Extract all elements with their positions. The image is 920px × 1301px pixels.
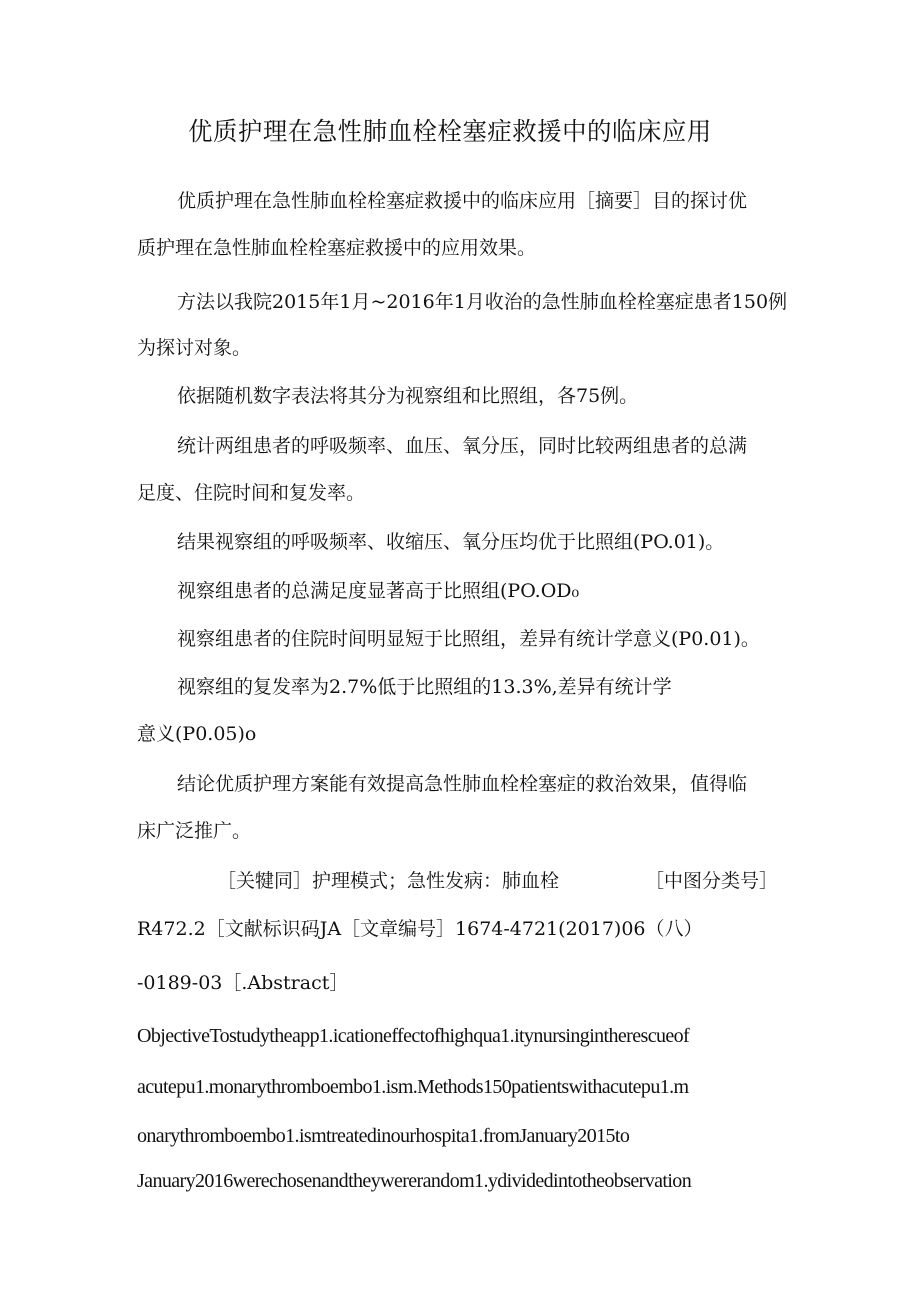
abstract-en-line1: ObjectiveTostudytheapp1.icationeffectofhighqua1.itynursingintherescueof [137,1025,690,1047]
abstract-p5: 结果视察组的呼吸频率、收缩压、氧分压均优于比照组(PO.01)。 [177,531,725,553]
abstract-en-line2: acutepu1.monarythromboembo1.ism.Methods150patientswithacutepu1.m [137,1076,689,1098]
abstract-p3: 依据随机数字表法将其分为视察组和比照组，各75例。 [177,385,639,407]
abstract-p8-line1: 视察组的复发率为2.7%低于比照组的13.3%,差异有统计学 [177,676,672,698]
clc-label: ［中图分类号］ [645,870,779,892]
abstract-p1-line1: 优质护理在急性肺血栓栓塞症救援中的临床应用［摘要］目的探讨优 [177,190,748,212]
abstract-en-heading: -0189-03［.Abstract］ [137,972,349,994]
document-title: 优质护理在急性肺血栓栓塞症救援中的临床应用 [188,117,712,146]
abstract-p2-line1: 方法以我院2015年1月~2016年1月收治的急性肺血栓栓塞症患者150例 [177,291,788,313]
abstract-p9-line1: 结论优质护理方案能有效提高急性肺血栓栓塞症的救治效果，值得临 [177,773,748,795]
abstract-p7: 视察组患者的住院时间明显短于比照组，差异有统计学意义(P0.01)。 [177,628,760,650]
abstract-p9-line2: 床广泛推广。 [137,820,252,842]
abstract-p4-line1: 统计两组患者的呼吸频率、血压、氧分压，同时比较两组患者的总满 [177,435,748,457]
abstract-p6: 视察组患者的总满足度显著高于比照组(PO.OD₀ [177,580,580,602]
abstract-en-line3: onarythromboembo1.ismtreatedinourhospita1.fromJanuary2015to [137,1125,630,1147]
abstract-p8-line2: 意义(P0.05)o [137,723,257,745]
abstract-en-line4: January2016werechosenandtheywererandom1.ydividedintotheobservation [137,1170,692,1192]
abstract-p2-line2: 为探讨对象。 [137,337,252,359]
keywords-label: ［关犍同］护理模式；急性发病：肺血栓 [217,870,560,892]
abstract-p1-line2: 质护理在急性肺血栓栓塞症救援中的应用效果。 [137,237,537,259]
abstract-p4-line2: 足度、住院时间和复发率。 [137,482,366,504]
article-info-line: R472.2［文献标识码JA［文章编号］1674-4721(2017)06（八） [137,918,703,940]
